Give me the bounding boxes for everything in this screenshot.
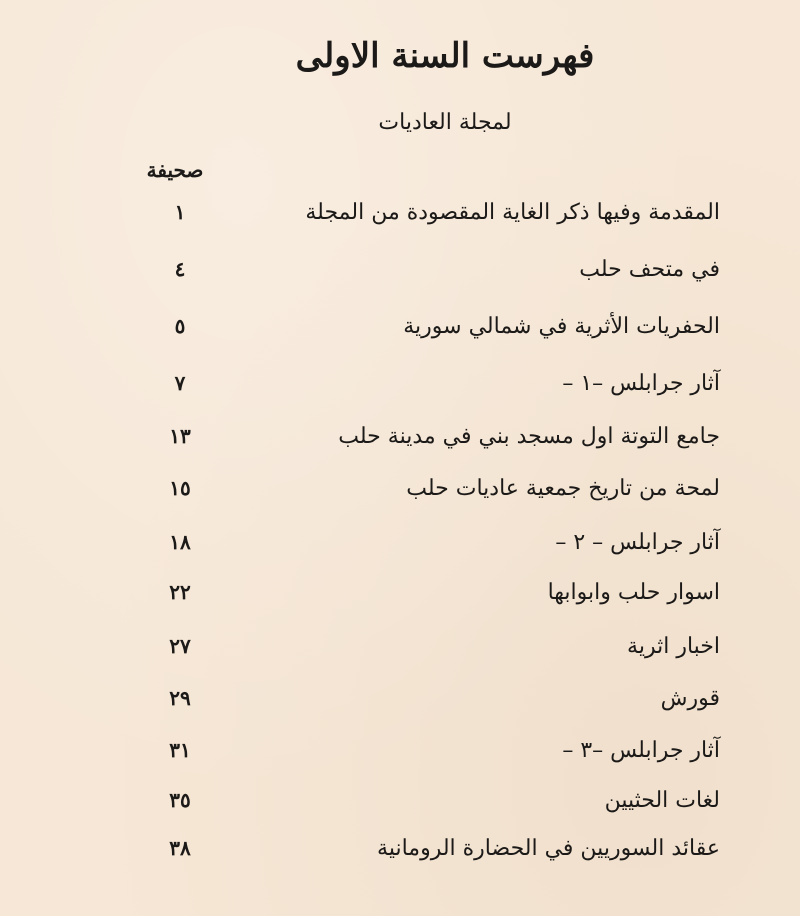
toc-entry-page: ٢٧ (169, 634, 191, 658)
toc-entry-title: في متحف حلب (579, 257, 720, 282)
toc-entry-page: ١٣ (169, 424, 191, 448)
toc-entry-title: اسوار حلب وابوابها (547, 580, 720, 605)
toc-entry-page: ٤ (174, 257, 186, 281)
page-column-header: صحيفة (146, 158, 204, 182)
toc-entry (0, 580, 800, 620)
toc-entry-title: قورش (660, 686, 720, 711)
toc-entry-page: ٢٢ (169, 580, 191, 604)
toc-entry-title: جامع التوتة اول مسجد بني في مدينة حلب (338, 424, 720, 449)
toc-entry (0, 371, 800, 411)
document-title: فهرست السنة الاولى (295, 36, 595, 76)
toc-entry (0, 788, 800, 828)
toc-entry-page: ٧ (174, 371, 186, 395)
toc-entry (0, 257, 800, 297)
toc-entry-title: آثار جرابلس –١ – (562, 371, 720, 396)
document-subtitle: لمجلة العاديات (378, 110, 512, 135)
toc-entry-page: ٣٥ (169, 788, 191, 812)
toc-entry-page: ١ (174, 200, 186, 224)
toc-entry-page: ١٨ (169, 530, 191, 554)
toc-entry-page: ٥ (174, 314, 186, 338)
toc-entry-title: آثار جرابلس –٣ – (562, 738, 720, 763)
toc-entry (0, 424, 800, 464)
toc-entry (0, 634, 800, 674)
toc-entry-title: آثار جرابلس – ٢ – (555, 530, 720, 555)
toc-entry-title: لمحة من تاريخ جمعية عاديات حلب (406, 476, 720, 501)
toc-entry (0, 314, 800, 354)
toc-entry (0, 836, 800, 876)
toc-entry-title: عقائد السوريين في الحضارة الرومانية (377, 836, 720, 861)
toc-entry (0, 530, 800, 570)
toc-entry-page: ٢٩ (169, 686, 191, 710)
toc-entry-title: لغات الحثيين (604, 788, 720, 813)
toc-entry-title: الحفريات الأثرية في شمالي سورية (403, 314, 720, 339)
toc-entry-page: ٣٨ (169, 836, 191, 860)
toc-entry (0, 476, 800, 516)
toc-entry-title: المقدمة وفيها ذكر الغاية المقصودة من المجلة (305, 200, 720, 225)
toc-entry (0, 738, 800, 778)
toc-entry-title: اخبار اثرية (627, 634, 720, 659)
toc-entry-page: ١٥ (169, 476, 191, 500)
toc-entry (0, 686, 800, 726)
toc-entry (0, 200, 800, 240)
toc-entry-page: ٣١ (169, 738, 191, 762)
